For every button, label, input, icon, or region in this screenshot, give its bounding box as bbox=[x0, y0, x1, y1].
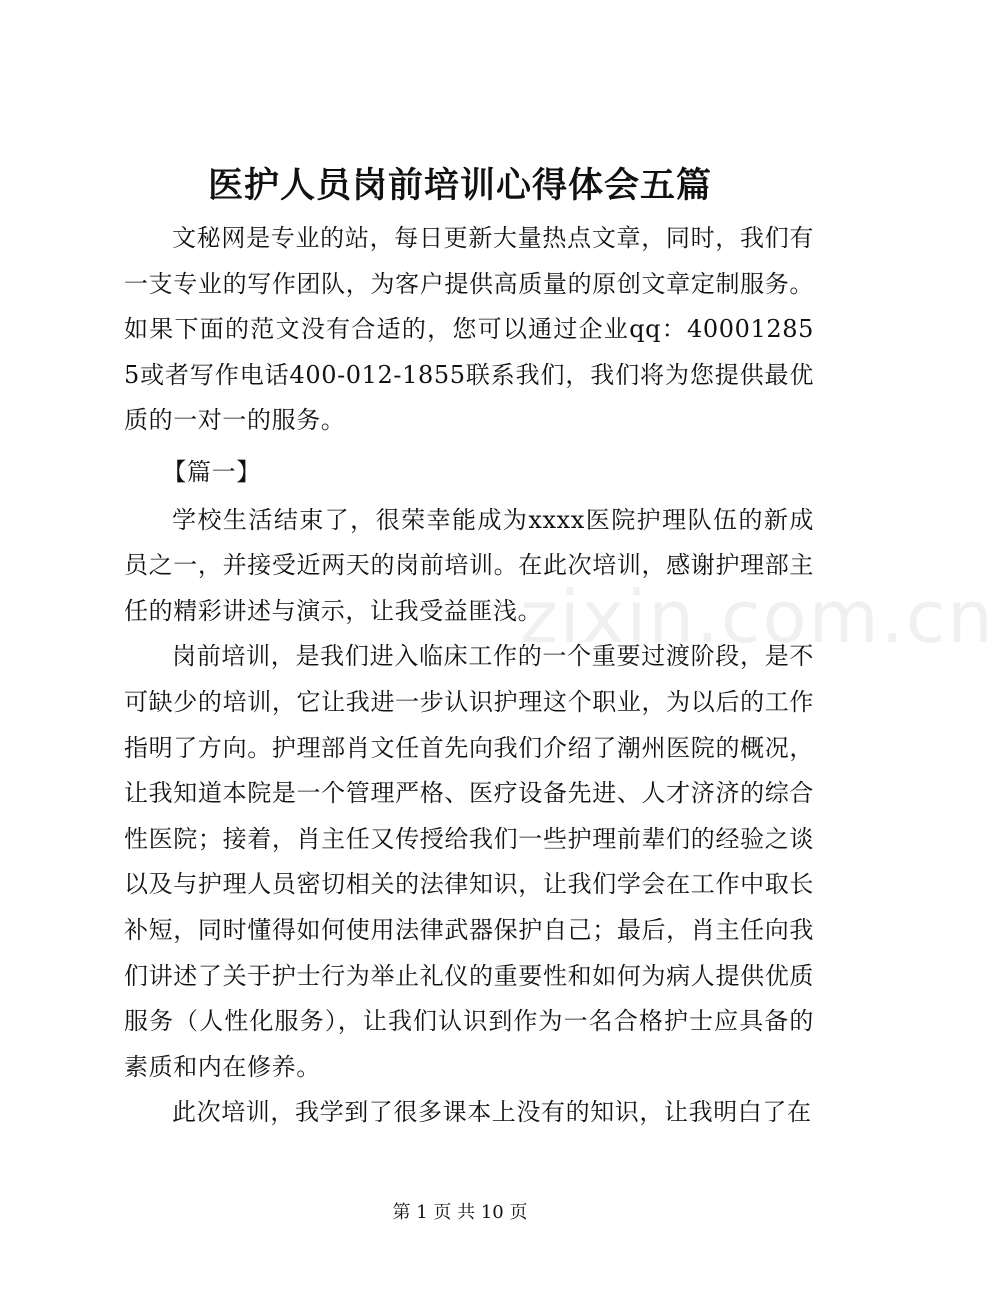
document-body bbox=[124, 216, 814, 1136]
page-number-label: 第 1 页 共 10 页 bbox=[392, 1202, 528, 1223]
intro-paragraph: 文秘网是专业的站，每日更新大量热点文章，同时，我们有一支专业的写作团队，为客户提供高质量的原创文章定制服务。如果下面的范文没有合适的，您可以通过企业qq：400012855或者写作电话400-012-1855联系我们，我们将为您提供最优质的一对一的服务。 bbox=[124, 224, 814, 435]
body-paragraph-2: 岗前培训，是我们进入临床工作的一个重要过渡阶段，是不可缺少的培训，它让我进一步认识护理这个职业，为以后的工作指明了方向。护理部肖文任首先向我们介绍了潮州医院的概况，让我知道本院是一个管理严格、医疗设备先进、人才济济的综合性医院；接着，肖主任又传授给我们一些护理前辈们的经验之谈以及与护理人员密切相关的法律知识，让我们学会在工作中取长补短，同时懂得如何使用法律武器保护自己；最后，肖主任向我们讲述了关于护士行为举止礼仪的重要性和如何为病人提供优质服务（人性化服务），让我们认识到作为一名合格护士应具备的素质和内在修养。 bbox=[124, 642, 814, 1081]
body-paragraph-1: 学校生活结束了，很荣幸能成为xxxx医院护理队伍的新成员之一，并接受近两天的岗前培训。在此次培训，感谢护理部主任的精彩讲述与演示，让我受益匪浅。 bbox=[124, 505, 814, 625]
watermark: zixin.com.cn bbox=[520, 575, 995, 659]
document-title: 医护人员岗前培训心得体会五篇 bbox=[207, 165, 712, 206]
body-paragraph-3: 此次培训，我学到了很多课本上没有的知识，让我明白了在 bbox=[172, 1098, 812, 1127]
section-heading: 【篇一】 bbox=[162, 457, 261, 486]
page-footer bbox=[0, 1200, 920, 1226]
